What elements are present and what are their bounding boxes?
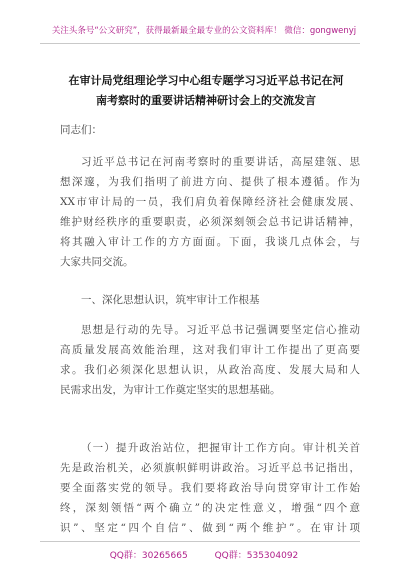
title-line: 南考察时的重要讲话精神研讨会上的交流发言 <box>96 94 316 107</box>
paragraph-line: 将其融入审计工作的方方面面。下面，我谈几点体会，与 <box>60 236 360 248</box>
footer-divider <box>40 541 360 542</box>
paragraph-line: 要全面落实党的领导。我们要将政治导向贯穿审计工作始 <box>60 482 360 494</box>
paragraph-line: 想深邃，为我们指明了前进方向、提供了根本遵循。作为 <box>60 176 360 188</box>
paragraph-line: 民需求出发，为审计工作奠定坚实的思想基础。 <box>60 384 281 396</box>
salutation: 同志们： <box>60 124 102 136</box>
paragraph-political <box>60 438 360 538</box>
paragraph-thinking <box>60 320 360 400</box>
paragraph-line: 先是政治机关，必须旗帜鲜明讲政治。习近平总书记指出， <box>60 462 360 474</box>
paragraph-line: 习近平总书记在河南考察时的重要讲话，高屋建瓴、思 <box>81 156 360 168</box>
footer-qq-group-1: QQ群：30265665 <box>109 551 188 561</box>
paragraph-line: 识”、坚定“四个自信”、做到“两个维护”。在审计项 <box>60 522 360 534</box>
paragraph-line: XX市审计局的一员，我们肩负着保障经济社会健康发展、 <box>60 196 360 208</box>
paragraph-line: 高质量发展高效能治理，这对我们审计工作提出了更高要 <box>60 344 360 356</box>
paragraph-line: 终，深刻领悟“两个确立”的决定性意义，增强“四个意 <box>60 502 360 514</box>
title-line: 在审计局党组理论学习中心组专题学习习近平总书记在河 <box>68 74 344 87</box>
paragraph-line: 大家共同交流。 <box>60 256 134 268</box>
footer-contacts <box>0 548 408 561</box>
section-heading-text: 一、深化思想认识，筑牢审计工作根基 <box>81 294 260 306</box>
header-promo-text: 关注头条号“公文研究”，获得最新最全最专业的公文资料库！ 微信：gongwenyj <box>51 26 357 36</box>
paragraph-intro <box>60 152 360 272</box>
section-heading <box>60 290 360 310</box>
document-title <box>56 70 356 110</box>
paragraph-line: （一）提升政治站位，把握审计工作方向。审计机关首 <box>81 442 360 454</box>
paragraph-line: 思想是行动的先导。习近平总书记强调要坚定信心推动 <box>81 324 360 336</box>
paragraph-line: 求。我们必须深化思想认识，从政治高度、发展大局和人 <box>60 364 360 376</box>
footer-qq-group-2: QQ群：535304092 <box>214 551 299 561</box>
paragraph-line: 维护财经秩序的重要职责，必须深刻领会总书记讲话精神， <box>60 216 360 228</box>
header-divider <box>40 43 360 44</box>
